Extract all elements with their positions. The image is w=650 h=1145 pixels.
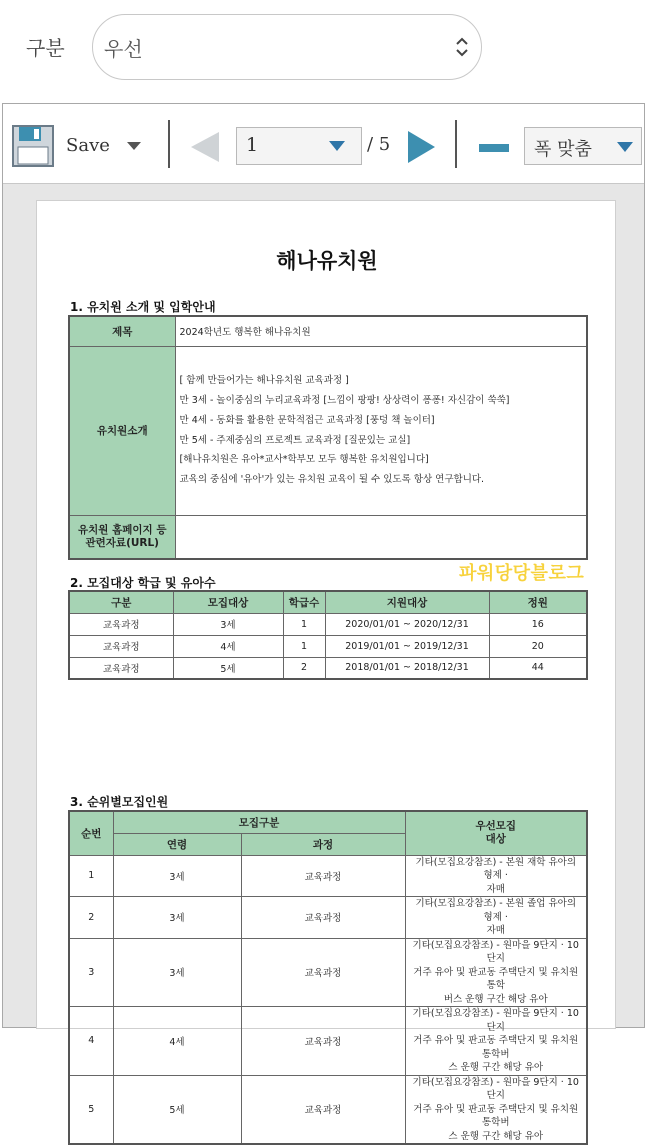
intro-line: [ 함께 만들어가는 해나유치원 교육과정 ]: [179, 375, 349, 387]
desc-line: 기타(모집요강참조) - 본원 재학 유아의 형제 ·: [415, 856, 577, 881]
table-row: [69, 897, 587, 939]
save-dropdown-caret-icon[interactable]: [127, 142, 141, 150]
table-cell: 4세: [113, 1007, 241, 1076]
page-select-caret-icon[interactable]: [329, 141, 345, 151]
filter-select[interactable]: [92, 14, 482, 80]
intro-line: [해나유치원은 유아*교사*학부모 모두 행복한 유치원입니다]: [179, 454, 429, 466]
priority-header-line: 우선모집: [475, 820, 517, 833]
desc-line: 자매: [486, 883, 505, 895]
save-button[interactable]: Save: [66, 135, 110, 156]
toolbar-divider: [168, 120, 170, 168]
table-cell: 44: [489, 657, 587, 679]
column-header-age: 연령: [113, 833, 241, 855]
url-value: [175, 515, 587, 559]
intro-label: 유치원소개: [69, 346, 175, 515]
table-row: [69, 1007, 587, 1076]
table-cell: 3세: [113, 938, 241, 1007]
desc-line: 기타(모집요강참조) - 원마을 9단지 · 10단지: [412, 939, 579, 964]
column-header: 구분: [69, 591, 173, 613]
table-cell: 16: [489, 613, 587, 635]
column-header-priority: [405, 811, 587, 855]
column-header-course: 과정: [241, 833, 405, 855]
subject-value: 2024학년도 행복한 해나유치원: [175, 316, 587, 346]
desc-line: 기타(모집요강참조) - 본원 졸업 유아의 형제 ·: [415, 898, 577, 923]
priority-table: [68, 810, 588, 1145]
column-header-order: 순번: [69, 811, 113, 855]
url-label-line: 유치원 홈페이지 등: [78, 523, 167, 536]
zoom-out-icon[interactable]: [479, 144, 509, 152]
table-cell: 5세: [173, 657, 283, 679]
desc-line: 자매: [486, 925, 505, 936]
table-cell: 5세: [113, 1075, 241, 1144]
table-cell: 1: [283, 613, 325, 635]
intro-line: 교육의 중심에 '유아'가 있는 유치원 교육이 될 수 있도록 항상 연구합니다.: [179, 473, 485, 485]
desc-line: 기타(모집요강참조) - 원마을 9단지 · 10단지: [412, 1008, 579, 1033]
previous-page-icon[interactable]: [191, 132, 219, 162]
column-header: 학급수: [283, 591, 325, 613]
intro-line: 만 5세 - 주제중심의 프로젝트 교육과정 [질문있는 교실]: [179, 434, 411, 446]
blog-watermark: 파워당당블로그: [459, 563, 585, 584]
table-cell: 5: [69, 1075, 113, 1144]
filter-row: [0, 0, 650, 100]
page-total: / 5: [367, 134, 391, 155]
table-row: [69, 1075, 587, 1144]
priority-description: [405, 855, 587, 897]
priority-description: [405, 897, 587, 939]
document-page: [36, 200, 616, 1142]
table-cell: 3: [69, 938, 113, 1007]
table-cell: 2018/01/01 ~ 2018/12/31: [325, 657, 489, 679]
table-cell: 교육과정: [69, 635, 173, 657]
zoom-select-caret-icon[interactable]: [617, 142, 633, 152]
section-title: 2. 모집대상 학급 및 유아수: [70, 576, 216, 590]
column-header: 정원: [489, 591, 587, 613]
desc-line: 거주 유아 및 판교동 주택단지 및 유치원 통학버: [413, 1103, 579, 1128]
subject-label: 제목: [69, 316, 175, 346]
priority-description: [405, 1007, 587, 1076]
section-title: 1. 유치원 소개 및 입학안내: [70, 300, 216, 314]
priority-header-line: 대상: [485, 833, 506, 846]
column-header-group: 모집구분: [113, 811, 405, 833]
intro-line: 만 3세 - 놀이중심의 누리교육과정 [느낌이 팡팡! 상상력이 퐁퐁! 자신감이 쑥쑥]: [179, 395, 510, 407]
desc-line: 버스 운행 구간 해당 유아: [443, 993, 548, 1005]
filter-label: 구분: [26, 36, 65, 60]
table-cell: 교육과정: [241, 855, 405, 897]
table-cell: 교육과정: [241, 1075, 405, 1144]
table-row: [69, 938, 587, 1007]
table-cell: 2: [69, 897, 113, 939]
section-title: 3. 순위별모집인원: [70, 795, 169, 809]
desc-line: 스 운행 구간 해당 유아: [448, 1130, 544, 1142]
table-cell: 1: [283, 635, 325, 657]
table-row: [69, 635, 587, 657]
toolbar-divider: [455, 120, 457, 168]
desc-line: 거주 유아 및 판교동 주택단지 및 유치원 통학: [413, 966, 579, 991]
table-cell: 3세: [113, 897, 241, 939]
table-row: [69, 613, 587, 635]
viewer-toolbar: [3, 104, 644, 184]
table-cell: 20: [489, 635, 587, 657]
page-number-value[interactable]: 1: [246, 134, 259, 156]
intro-table: [68, 315, 588, 560]
column-header: 모집대상: [173, 591, 283, 613]
table-cell: 2020/01/01 ~ 2020/12/31: [325, 613, 489, 635]
url-label-line: 관련자료(URL): [85, 536, 159, 549]
updown-chevron-icon[interactable]: [454, 36, 470, 58]
zoom-select-value[interactable]: 폭 맞춤: [534, 139, 592, 160]
table-cell: 교육과정: [69, 657, 173, 679]
table-cell: 3세: [173, 613, 283, 635]
table-cell: 교육과정: [241, 1007, 405, 1076]
table-row: [69, 855, 587, 897]
intro-line: 만 4세 - 동화를 활용한 문학적접근 교육과정 [풍덩 책 놀이터]: [179, 414, 435, 426]
priority-description: [405, 938, 587, 1007]
save-icon[interactable]: [12, 125, 54, 167]
desc-line: 거주 유아 및 판교동 주택단지 및 유치원 통학버: [413, 1035, 579, 1060]
table-cell: 3세: [113, 855, 241, 897]
table-cell: 4: [69, 1007, 113, 1076]
url-label: [69, 515, 175, 559]
desc-line: 기타(모집요강참조) - 원마을 9단지 · 10단지: [412, 1076, 579, 1101]
table-cell: 교육과정: [69, 613, 173, 635]
table-cell: 교육과정: [241, 897, 405, 939]
desc-line: 스 운행 구간 해당 유아: [448, 1062, 544, 1073]
enrollment-table: [68, 590, 588, 680]
filter-select-value[interactable]: 우선: [104, 37, 143, 61]
table-cell: 4세: [173, 635, 283, 657]
next-page-icon[interactable]: [408, 131, 435, 163]
priority-description: [405, 1075, 587, 1144]
table-cell: 2019/01/01 ~ 2019/12/31: [325, 635, 489, 657]
column-header: 지원대상: [325, 591, 489, 613]
table-cell: 교육과정: [241, 938, 405, 1007]
table-cell: 1: [69, 855, 113, 897]
intro-content: [175, 346, 587, 515]
table-cell: 2: [283, 657, 325, 679]
document-title: 해나유치원: [276, 249, 378, 273]
table-row: [69, 657, 587, 679]
